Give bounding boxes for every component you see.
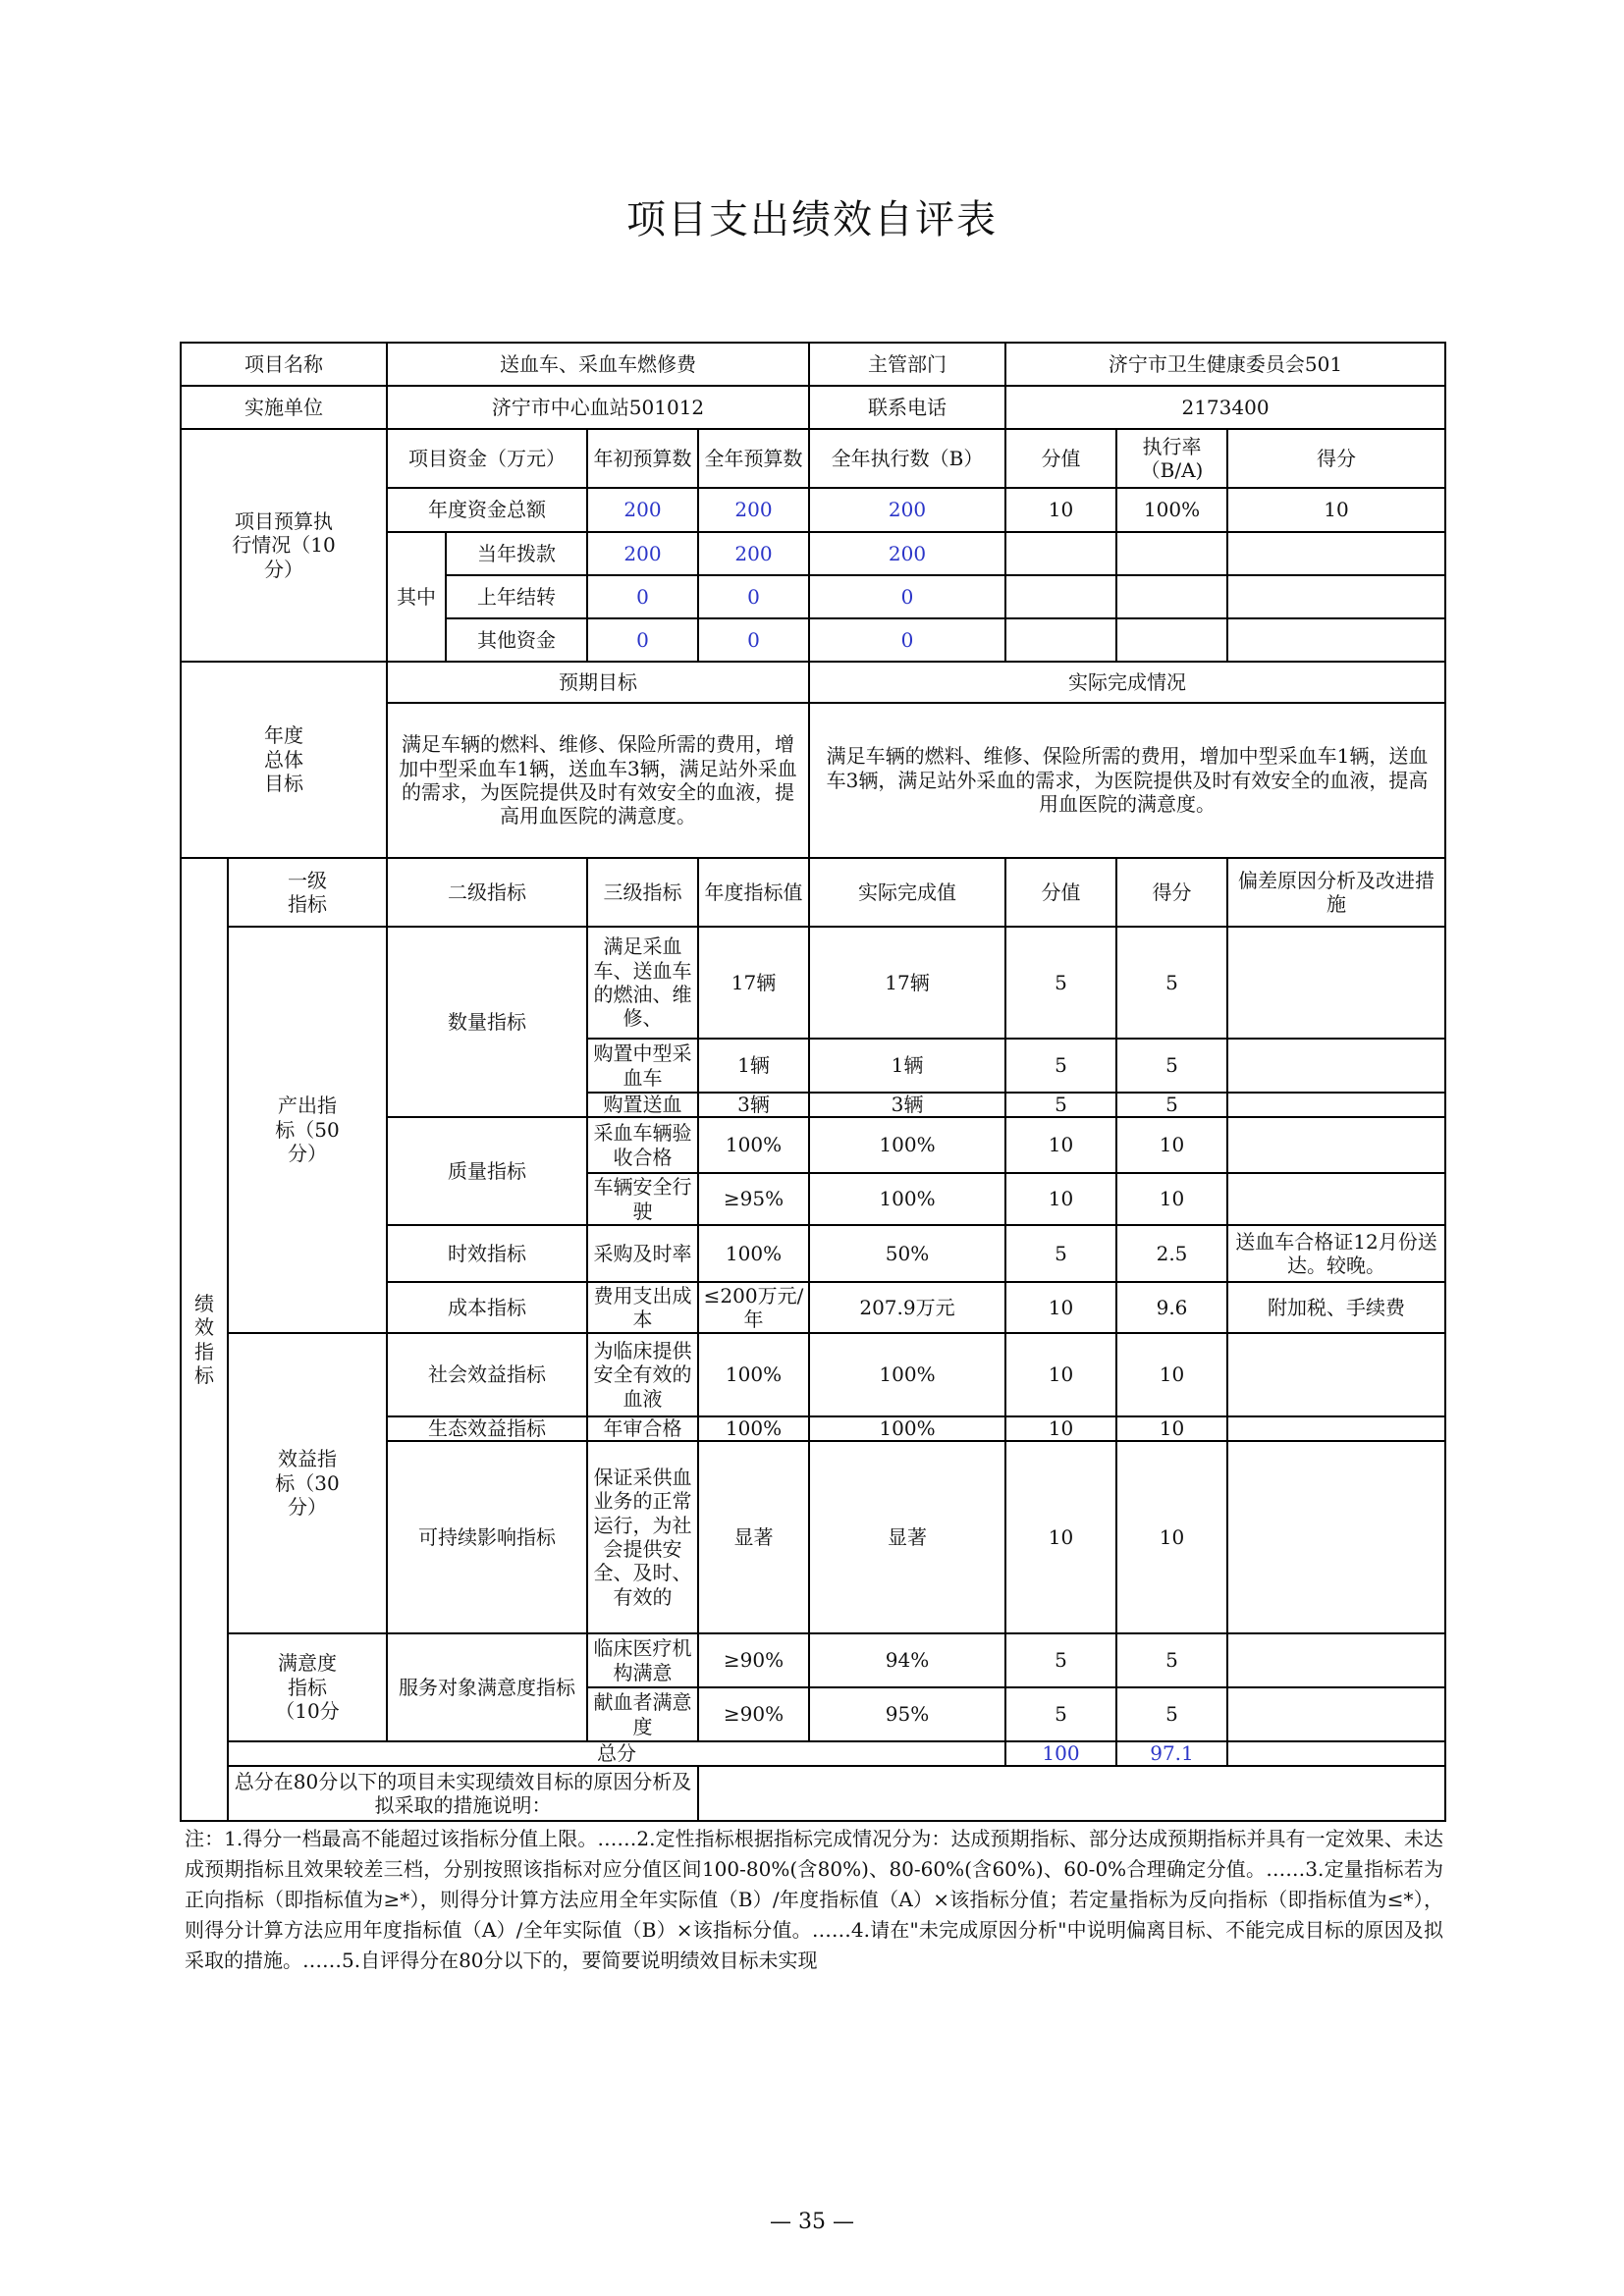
target-value: 100% (698, 1225, 809, 1282)
budget-rate (1116, 618, 1227, 662)
target-value: ≤200万元/年 (698, 1282, 809, 1333)
reason: 附加税、手续费 (1227, 1282, 1445, 1333)
score-value: 5 (1005, 1633, 1116, 1687)
sustain-label: 可持续影响指标 (387, 1441, 587, 1633)
score-value: 10 (1005, 1333, 1116, 1416)
reason (1227, 1117, 1445, 1173)
actual-value: 100% (809, 1173, 1005, 1225)
actual-value: 显著 (809, 1441, 1005, 1633)
score-value: 10 (1005, 1282, 1116, 1333)
target-value: 100% (698, 1333, 809, 1416)
score: 10 (1116, 1416, 1227, 1441)
service-label-text: 服务对象满意度指标 (399, 1675, 575, 1699)
indicator-section-label (181, 858, 228, 1821)
total-score: 97.1 (1116, 1741, 1227, 1766)
below80-row (181, 1766, 1445, 1821)
info-row-2 (181, 386, 1445, 429)
budget-header-annual: 全年预算数 (698, 429, 809, 488)
score-value: 10 (1005, 1117, 1116, 1173)
budget-score (1227, 618, 1445, 662)
third-indicator: 购置送血 (587, 1093, 698, 1117)
goals-section-label (181, 662, 387, 858)
budget-rate: 100% (1116, 488, 1227, 532)
evaluation-table (180, 342, 1446, 1822)
project-name-label: 项目名称 (181, 343, 387, 386)
actual-value: 50% (809, 1225, 1005, 1282)
header-target: 年度指标值 (698, 858, 809, 927)
expected-header: 预期目标 (387, 662, 809, 703)
score: 2.5 (1116, 1225, 1227, 1282)
target-value: 显著 (698, 1441, 809, 1633)
target-value: ≥95% (698, 1173, 809, 1225)
goals-header-row (181, 662, 1445, 703)
score: 9.6 (1116, 1282, 1227, 1333)
actual-value: 17辆 (809, 927, 1005, 1039)
below80-label: 总分在80分以下的项目未实现绩效目标的原因分析及拟采取的措施说明： (228, 1766, 698, 1821)
total-reason (1227, 1741, 1445, 1766)
budget-executed: 200 (809, 532, 1005, 575)
target-value: 3辆 (698, 1093, 809, 1117)
actual-header: 实际完成情况 (809, 662, 1445, 703)
indicator-section-text: 绩效指标 (194, 1291, 214, 1387)
score: 5 (1116, 1687, 1227, 1741)
header-score-value: 分值 (1005, 858, 1116, 927)
target-value: 17辆 (698, 927, 809, 1039)
header-level1 (228, 858, 387, 927)
timeliness-label: 时效指标 (387, 1225, 587, 1282)
dept-value: 济宁市卫生健康委员会501 (1005, 343, 1445, 386)
target-value: 100% (698, 1117, 809, 1173)
goals-section-text: 年度总体目标 (264, 723, 303, 796)
score-value: 10 (1005, 1441, 1116, 1633)
budget-section-label (181, 429, 387, 662)
score-value: 5 (1005, 1225, 1116, 1282)
budget-row-label: 年度资金总额 (387, 488, 587, 532)
satisfaction-label (228, 1633, 387, 1741)
target-value: ≥90% (698, 1687, 809, 1741)
budget-score-value: 10 (1005, 488, 1116, 532)
budget-initial: 200 (587, 488, 698, 532)
actual-goal: 满足车辆的燃料、维修、保险所需的费用，增加中型采血车1辆，送血车3辆，满足站外采血的需求，为医院提供及时有效安全的血液，提高用血医院的满意度。 (809, 703, 1445, 858)
score-value: 5 (1005, 1093, 1116, 1117)
actual-value: 100% (809, 1416, 1005, 1441)
budget-score (1227, 532, 1445, 575)
reason (1227, 1333, 1445, 1416)
score: 5 (1116, 1093, 1227, 1117)
budget-header-executed: 全年执行数（B） (809, 429, 1005, 488)
budget-score (1227, 575, 1445, 618)
reason (1227, 1441, 1445, 1633)
budget-annual: 0 (698, 575, 809, 618)
reason (1227, 1173, 1445, 1225)
score: 10 (1116, 1333, 1227, 1416)
unit-label: 实施单位 (181, 386, 387, 429)
score-value: 5 (1005, 927, 1116, 1039)
target-value: ≥90% (698, 1633, 809, 1687)
phone-label: 联系电话 (809, 386, 1005, 429)
budget-executed: 0 (809, 575, 1005, 618)
budget-initial: 200 (587, 532, 698, 575)
score: 10 (1116, 1173, 1227, 1225)
quantity-label: 数量指标 (387, 927, 587, 1117)
third-indicator: 采血车辆验收合格 (587, 1117, 698, 1173)
budget-initial: 0 (587, 575, 698, 618)
third-indicator: 车辆安全行驶 (587, 1173, 698, 1225)
third-indicator: 费用支出成本 (587, 1282, 698, 1333)
score: 5 (1116, 927, 1227, 1039)
budget-section-text: 项目预算执行情况（10分） (232, 508, 336, 581)
satisfaction-label-text: 满意度指标（10分 (275, 1651, 340, 1724)
header-level3: 三级指标 (587, 858, 698, 927)
third-indicator: 临床医疗机构满意 (587, 1633, 698, 1687)
page-number: — 35 — (770, 2210, 854, 2234)
indicator-header-row (181, 858, 1445, 927)
benefit-label-text: 效益指标（30分） (275, 1447, 340, 1520)
budget-score-value (1005, 532, 1116, 575)
reason: 送血车合格证12月份送达。较晚。 (1227, 1225, 1445, 1282)
budget-row-label: 上年结转 (446, 575, 587, 618)
score-value: 5 (1005, 1039, 1116, 1093)
budget-rate (1116, 532, 1227, 575)
target-value: 100% (698, 1416, 809, 1441)
third-indicator: 满足采血车、送血车的燃油、维修、 (587, 927, 698, 1039)
third-indicator: 购置中型采血车 (587, 1039, 698, 1093)
budget-annual: 200 (698, 488, 809, 532)
total-label: 总分 (228, 1741, 1005, 1766)
info-row-1 (181, 343, 1445, 386)
indicator-row (181, 1333, 1445, 1416)
below80-content (698, 1766, 1445, 1821)
project-name: 送血车、采血车燃修费 (387, 343, 809, 386)
budget-header-initial: 年初预算数 (587, 429, 698, 488)
budget-score-value (1005, 618, 1116, 662)
reason (1227, 1687, 1445, 1741)
budget-header-row (181, 429, 1445, 488)
budget-header-rate: 执行率（B/A) (1116, 429, 1227, 488)
expected-goal: 满足车辆的燃料、维修、保险所需的费用，增加中型采血车1辆，送血车3辆，满足站外采血的需求，为医院提供及时有效安全的血液，提高用血医院的满意度。 (387, 703, 809, 858)
output-label (228, 927, 387, 1333)
budget-header-score: 得分 (1227, 429, 1445, 488)
target-value: 1辆 (698, 1039, 809, 1093)
header-reason: 偏差原因分析及改进措施 (1227, 858, 1445, 927)
service-label (387, 1633, 587, 1741)
social-label: 社会效益指标 (387, 1333, 587, 1416)
total-row (181, 1741, 1445, 1766)
footnote: 注：1.得分一档最高不能超过该指标分值上限。……2.定性指标根据指标完成情况分为：达成预期指标、部分达成预期指标并具有一定效果、未达成预期指标且效果较差三档，分别按照该指标对应分值区间100-80%(含80%)、80-60%(含60%)、60-0%合理确定分值。……3.定量指标若为正向指标（即指标值为≥*），则得分计算方法应用全年实际值（B）/年度指标值（A）×该指标分值；若定量指标为反向指标（即指标值为≤*），则得分计算方法应用年度指标值（A）/全年实际值（B）×该指标分值。……4.请在"未完成原因分析"中说明偏离目标、不能完成目标的原因及拟采取的措施。……5.自评得分在80分以下的，要简要说明绩效目标未实现 (185, 1827, 1443, 1972)
actual-value: 94% (809, 1633, 1005, 1687)
actual-value: 1辆 (809, 1039, 1005, 1093)
actual-value: 100% (809, 1117, 1005, 1173)
actual-value: 100% (809, 1333, 1005, 1416)
reason (1227, 927, 1445, 1039)
actual-value: 95% (809, 1687, 1005, 1741)
budget-header-funds: 项目资金（万元） (387, 429, 587, 488)
reason (1227, 1039, 1445, 1093)
score: 5 (1116, 1039, 1227, 1093)
eco-label: 生态效益指标 (387, 1416, 587, 1441)
header-actual: 实际完成值 (809, 858, 1005, 927)
budget-header-score-value: 分值 (1005, 429, 1116, 488)
output-label-text: 产出指标（50分） (275, 1094, 340, 1166)
header-score: 得分 (1116, 858, 1227, 927)
actual-value: 3辆 (809, 1093, 1005, 1117)
reason (1227, 1093, 1445, 1117)
actual-value: 207.9万元 (809, 1282, 1005, 1333)
budget-score: 10 (1227, 488, 1445, 532)
quality-label: 质量指标 (387, 1117, 587, 1225)
reason (1227, 1633, 1445, 1687)
budget-row-label: 其他资金 (446, 618, 587, 662)
budget-annual: 200 (698, 532, 809, 575)
score: 5 (1116, 1633, 1227, 1687)
unit-value: 济宁市中心血站501012 (387, 386, 809, 429)
third-indicator: 保证采供血业务的正常运行，为社会提供安全、及时、有效的 (587, 1441, 698, 1633)
budget-initial: 0 (587, 618, 698, 662)
budget-score-value (1005, 575, 1116, 618)
budget-executed: 200 (809, 488, 1005, 532)
budget-annual: 0 (698, 618, 809, 662)
budget-rate (1116, 575, 1227, 618)
budget-row-label: 当年拨款 (446, 532, 587, 575)
header-level2: 二级指标 (387, 858, 587, 927)
score: 10 (1116, 1117, 1227, 1173)
cost-label: 成本指标 (387, 1282, 587, 1333)
third-indicator: 年审合格 (587, 1416, 698, 1441)
header-level1-text: 一级指标 (288, 868, 327, 916)
score: 10 (1116, 1441, 1227, 1633)
score-value: 5 (1005, 1687, 1116, 1741)
benefit-label (228, 1333, 387, 1633)
third-indicator: 献血者满意度 (587, 1687, 698, 1741)
phone-value: 2173400 (1005, 386, 1445, 429)
total-value: 100 (1005, 1741, 1116, 1766)
qizhong-label: 其中 (387, 532, 446, 662)
budget-executed: 0 (809, 618, 1005, 662)
indicator-row (181, 927, 1445, 1039)
third-indicator: 为临床提供安全有效的血液 (587, 1333, 698, 1416)
reason (1227, 1416, 1445, 1441)
score-value: 10 (1005, 1416, 1116, 1441)
third-indicator: 采购及时率 (587, 1225, 698, 1282)
score-value: 10 (1005, 1173, 1116, 1225)
page-title: 项目支出绩效自评表 (626, 197, 998, 242)
dept-label: 主管部门 (809, 343, 1005, 386)
indicator-row (181, 1633, 1445, 1687)
